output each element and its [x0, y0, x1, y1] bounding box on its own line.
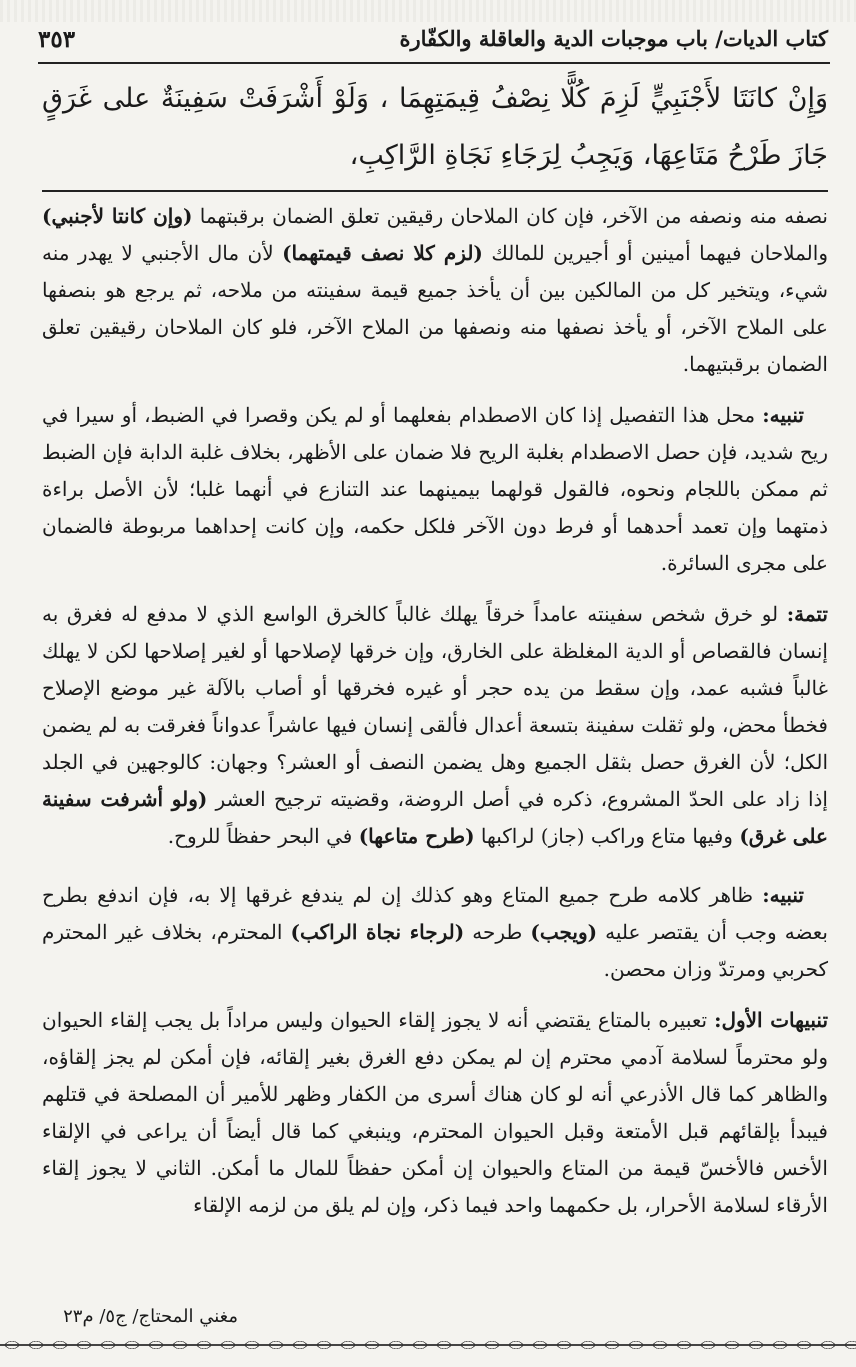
chapter-title: كتاب الديات/ باب موجبات الدية والعاقلة والكفّارة [399, 26, 828, 51]
matn-quote: (لزم كلا نصف قيمتهما) [282, 241, 483, 265]
commentary-paragraph-4 [42, 877, 828, 988]
commentary-paragraph-1 [42, 198, 828, 383]
page-footer [38, 1306, 828, 1334]
text-run: في البحر حفظاً للروح. [167, 824, 359, 848]
note-label: تنبيه: [762, 883, 804, 907]
note-label: تنبيهات الأول: [714, 1008, 829, 1032]
matn-separator [42, 190, 828, 192]
decorative-border [0, 1336, 856, 1354]
text-run: المحترم، بخلاف غير المحترم كحربي ومرتدّ وزان محصن. [42, 920, 828, 981]
printer-signature: مغني المحتاج/ ج٥/ م٢٣ [63, 1306, 238, 1327]
text-run: نصفه منه ونصفه من الآخر، فإن كان الملاحان رقيقين تعلق الضمان برقبتهما [192, 204, 828, 228]
header-rule [38, 62, 830, 64]
matn-quote: (طرح متاعها) [358, 824, 475, 848]
text-run: وفيها متاع وراكب (جاز) لراكبها [474, 824, 740, 848]
commentary [42, 198, 828, 1238]
page-number: ٣٥٣ [38, 26, 76, 53]
text-run: تعبيره بالمتاع يقتضي أنه لا يجوز إلقاء الحيوان وليس مراداً بل يجب إلقاء الحيوان ولو محترماً لسلامة آدمي محترم إن لم يمكن دفع الغرق بغير إلقائه، فإن أمكن لم يجز إلقاؤه، والظاهر كما قال الأذرعي أنه لو كان هناك أسرى من الكفار وظهر للأمير أن المصلحة في قتلهم فيبدأ بإلقائهم قبل الأمتعة وقبل الحيوان المحترم، وينبغي كما قال أيضاً أن يراعى في الإلقاء الأخس فالأخسّ قيمة من المتاع والحيوان إن أمكن حفظاً للمال ما أمكن. الثاني لا يجوز إلقاء الأرقاء لسلامة الأحرار، بل حكمهما واحد فيما ذكر، وإن لم يلق من لزمه الإلقاء [42, 1008, 828, 1217]
scan-noise-top [0, 0, 856, 22]
text-run: لو خرق شخص سفينته عامداً خرقاً يهلك غالباً كالخرق الواسع الذي لا مدفع له فغرق به إنسان فالقصاص أو الدية المغلظة على الخارق، وإن خرقها لإصلاحها أو لغير إصلاحها لكن لا يهلك غالباً فشبه عمد، وإن سقط من يده حجر أو غيره فخرقها أو أصاب بالآلة غير موضع الإصلاح فخطأ محض، ولو ثقلت سفينة بتسعة أعدال فألقى إنسان فيها عاشراً عدواناً فغرقت به لم يضمن الكل؛ لأن الغرق حصل بثقل الجميع وهل يضمن النصف أو العشر؟ وجهان: كالوجهين في الجلد إذا زاد على الحدّ المشروع، ذكره في أصل الروضة، وقضيته ترجيح العشر [42, 602, 828, 811]
matn-quote: (وإن كانتا لأجنبي) [42, 204, 193, 228]
text-run: طرحه [464, 920, 531, 944]
commentary-paragraph-2 [42, 397, 828, 582]
text-run: ظاهر كلامه طرح جميع المتاع وهو كذلك إن لم يندفع غرقها إلا به، فإن اندفع بطرح بعضه وجب أن يقتصر عليه [42, 883, 829, 944]
commentary-paragraph-3 [42, 596, 828, 855]
matn-quote: (لرجاء نجاة الراكب) [290, 920, 465, 944]
running-header [38, 22, 828, 60]
note-label: تتمة: [786, 602, 828, 626]
commentary-paragraph-5 [42, 1002, 828, 1224]
text-run: محل هذا التفصيل إذا كان الاصطدام بفعلهما أو لم يكن وقصرا في الضبط، أو سيرا في ريح شديد، فإن حصل الاصطدام بغلبة الريح فلا ضمان على الأظهر، بخلاف غلبة الدابة فإن الضبط ثم ممكن باللجام ونحوه، فالقول قولهما بيمينهما عند التنازع في أنهما غلبا؛ لأن الأصل براءة ذمتهما وإن تعمد أحدهما أو فرط دون الآخر فلكل حكمه، وإن كانت إحداهما مربوطة فالضمان على مجرى السائرة. [42, 403, 828, 575]
matn-text: وَإِنْ كانَتَا لأَجْنَبِيٍّ لَزِمَ كُلًّا نِصْفُ قِيمَتِهِمَا ، وَلَوْ أَشْرَفَتْ سَفِينَةٌ على غَرَقٍ جَازَ طَرْحُ مَتَاعِهَا، وَيَجِبُ لِرَجَاءِ نَجَاةِ الرَّاكِبِ، [42, 83, 828, 171]
note-label: تنبيه: [762, 403, 804, 427]
text-run: لأن مال الأجنبي لا يهدر منه شيء، ويتخير كل من المالكين بين أن يأخذ جميع قيمة سفينته من ملاحه، ثم يرجع هو بنصفها على الملاح الآخر، أو يأخذ نصفها منه ونصفها من الملاح الآخر، فلو كان الملاحان رقيقين تعلق الضمان برقبتيهما. [42, 241, 828, 376]
text-run: والملاحان فيهما أمينين أو أجيرين للمالك [482, 241, 828, 265]
matn-quote: (ويجب) [530, 920, 598, 944]
matn-quote: (ولو أشرفت سفينة على غرق) [42, 787, 828, 848]
